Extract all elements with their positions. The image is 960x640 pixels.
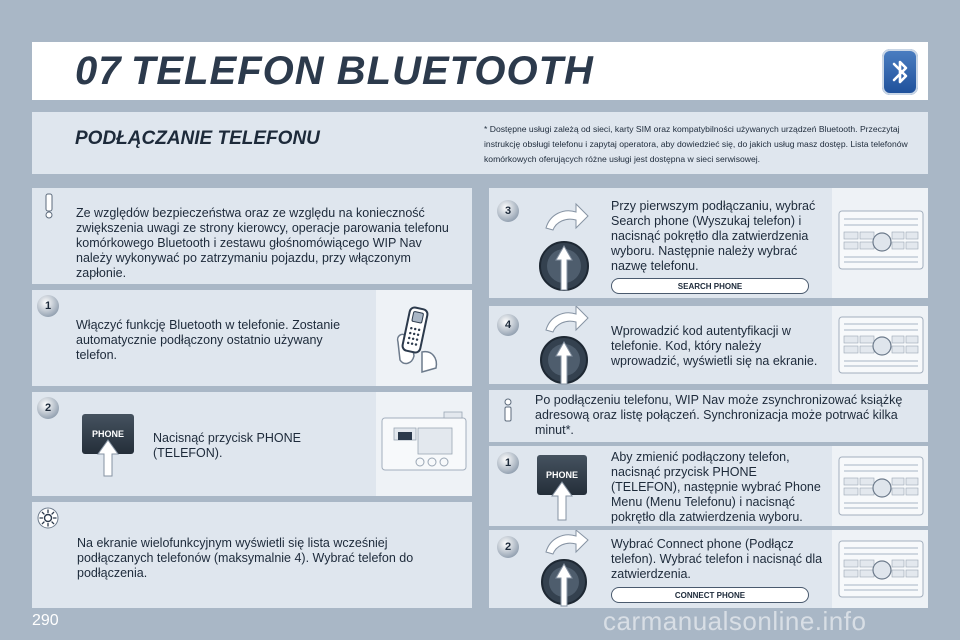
mobile-phone-icon [392, 302, 456, 379]
step1-text: Włączyć funkcję Bluetooth w telefonie. Zostanie automatycznie podłączony ostatnio używany telefon. [76, 318, 341, 362]
warning-icon [38, 193, 60, 224]
phone-button[interactable]: PHONE [82, 414, 134, 454]
info-text: Po podłączeniu telefonu, WIP Nav może zsynchronizować książkę adresową oraz listę połączeń. Synchronizacja może potrwać kilka minut*. [535, 393, 903, 437]
press-arrow-icon [96, 438, 120, 483]
sun-tip-icon [37, 507, 59, 534]
press-arrow-icon [550, 480, 574, 527]
search-phone-menu-item[interactable]: SEARCH PHONE [611, 278, 809, 294]
radio-unit-icon [380, 406, 468, 481]
step-badge: 1 [37, 295, 59, 317]
radio-knob-unit-icon [838, 456, 924, 521]
rotate-press-knob-icon [536, 530, 596, 613]
step3-text: Przy pierwszym podłączaniu, wybrać Search phone (Wyszukaj telefon) i nacisnąć pokrętło dla zatwierdzenia wyboru. Następnie należy wybrać nazwę telefonu. [611, 199, 816, 273]
tip-text: Na ekranie wielofunkcyjnym wyświetli się lista wcześniej podłączanych telefonów (maksymalnie 4). Wybrać telefon do podłączenia. [77, 536, 414, 580]
watermark: carmanualsonline.info [603, 606, 867, 636]
radio-knob-unit-icon [838, 210, 924, 275]
section-title: PODŁĄCZANIE TELEFONU [75, 128, 320, 149]
radio-knob-unit-icon [838, 316, 924, 379]
footnote [484, 122, 920, 167]
radio-knob-unit-icon [838, 540, 924, 603]
page-title: TELEFON BLUETOOTH [131, 49, 594, 93]
footnote-mark: * [484, 124, 488, 134]
chapter-number: 07 [75, 49, 122, 93]
step-badge: 1 [497, 452, 519, 474]
step-badge: 2 [37, 397, 59, 419]
info-icon [497, 397, 519, 428]
page-number: 290 [32, 612, 59, 629]
warning-text: Ze względów bezpieczeństwa oraz ze względu na konieczność zwiększenia uwagi ze strony kierowcy, operacje parowania telefonu komórkowego Bluetooth i zestawu głośnomówiącego WIP Nav należy wykonywać po zatrzymaniu pojazdu, przy włączonym zapłonie. [76, 206, 449, 280]
connect-phone-menu-item[interactable]: CONNECT PHONE [611, 587, 809, 603]
phone-button[interactable]: PHONE [537, 455, 587, 495]
step-badge: 2 [497, 536, 519, 558]
bluetooth-icon [882, 49, 918, 95]
step-badge: 3 [497, 200, 519, 222]
step4-text: Wprowadzić kod autentyfikacji w telefonie. Kod, który należy wprowadzić, wyświetli się na ekranie. [611, 324, 818, 368]
step2-text: Nacisnąć przycisk PHONE (TELEFON). [153, 431, 301, 460]
footnote-text: Dostępne usługi zależą od sieci, karty SIM oraz kompatybilności używanych urządzeń Bluetooth. Przeczytaj instrukcję obsługi telefonu i zapytaj operatora, aby dowiedzieć się, do jakich usług masz dostęp. Lista telefonów komórkowych oferujących różne usługi jest dostępna w sieci serwisowej. [484, 124, 908, 164]
change-phone-step1-text: Aby zmienić podłączony telefon, nacisnąć przycisk PHONE (TELEFON), następnie wybrać Phone Menu (Menu Telefonu) i nacisnąć pokrętło dla zatwierdzenia wyboru. [611, 450, 821, 524]
rotate-press-knob-icon [536, 306, 596, 391]
step-badge: 4 [497, 314, 519, 336]
rotate-press-knob-icon [536, 200, 596, 299]
change-phone-step2-text: Wybrać Connect phone (Podłącz telefon). Wybrać telefon i nacisnąć dla zatwierdzenia. [611, 537, 823, 581]
